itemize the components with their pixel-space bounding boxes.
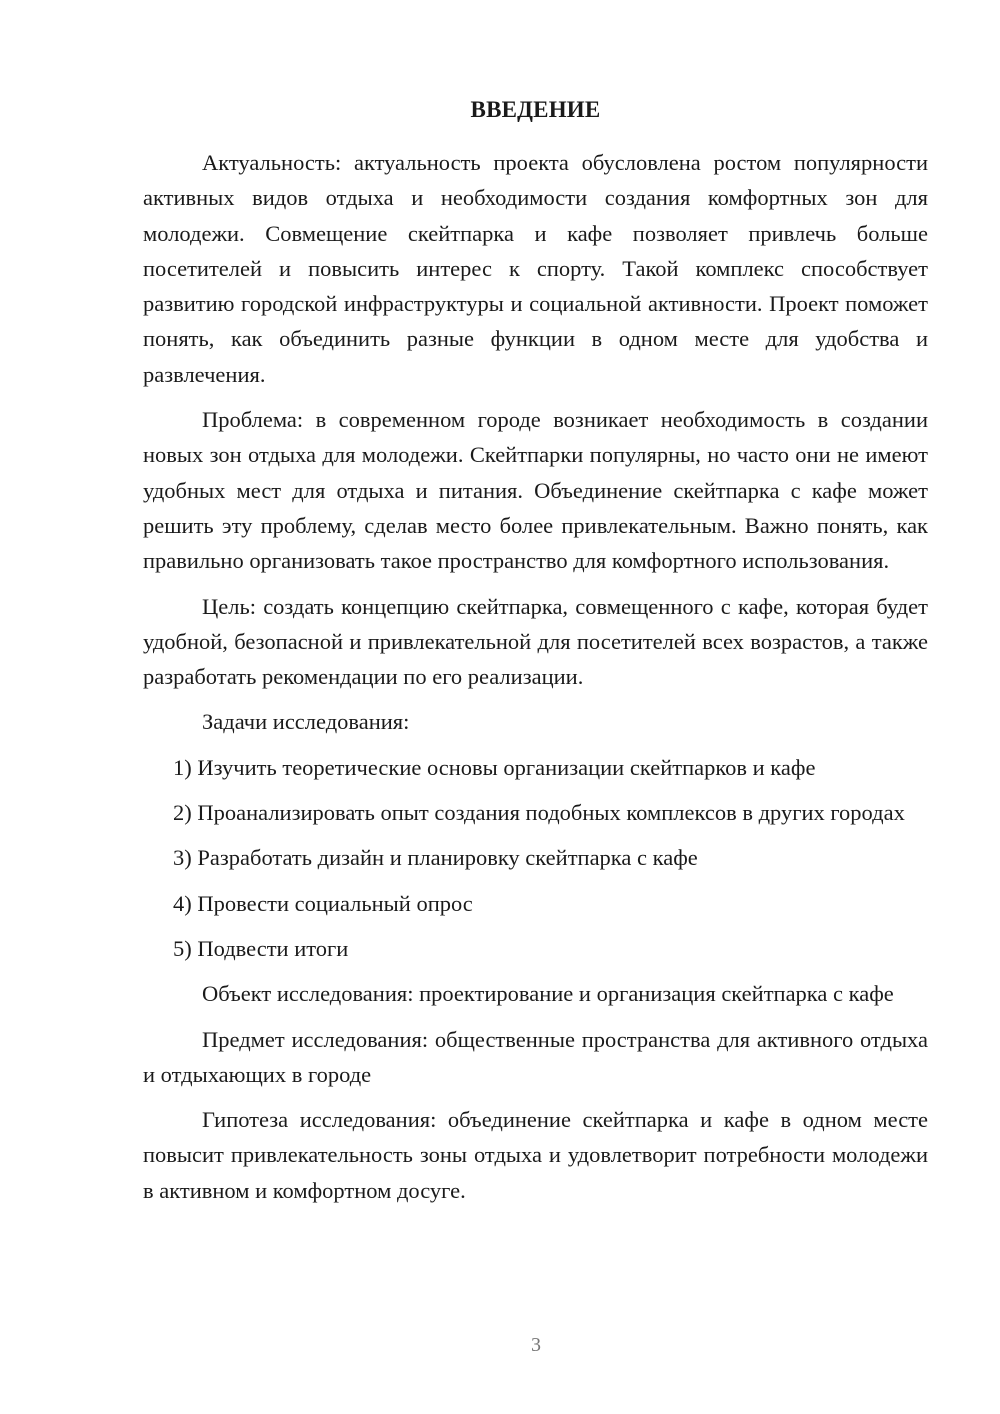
list-item: 1) Изучить теоретические основы организации скейтпарков и кафе — [173, 754, 816, 780]
paragraph-subject: Предмет исследования: общественные пространства для активного отдыха и отдыхающих в городе — [143, 1026, 928, 1087]
tasks-list — [143, 750, 928, 966]
page-number: 3 — [531, 1334, 541, 1356]
list-item: 5) Подвести итоги — [173, 935, 349, 961]
list-item: 2) Проанализировать опыт создания подобных комплексов в других городах — [173, 800, 905, 826]
paragraph-relevance: Актуальность: актуальность проекта обусловлена ростом популярности активных видов отдыха и необходимости создания комфортных зон для молодежи. Совмещение скейтпарка и кафе позволяет привлечь больше посетителей и повысить интерес к спорту. Такой комплекс способствует развитию городской инфраструктуры и социальной активности. Проект поможет понять, как объединить разные функции в одном месте для удобства и развлечения. — [143, 150, 928, 387]
list-item: 3) Разработать дизайн и планировку скейтпарка с кафе — [173, 845, 698, 871]
paragraph-tasks-heading: Задачи исследования: — [202, 709, 410, 735]
page-title: ВВЕДЕНИЕ — [470, 97, 601, 122]
paragraph-object: Объект исследования: проектирование и организация скейтпарка с кафе — [202, 981, 894, 1007]
paragraph-problem: Проблема: в современном городе возникает необходимость в создании новых зон отдыха для молодежи. Скейтпарки популярны, но часто они не имеют удобных мест для отдыха и питания. Объединение скейтпарка с кафе может решить эту проблему, сделав место более привлекательным. Важно понять, как правильно организовать такое пространство для комфортного использования. — [143, 407, 928, 574]
paragraph-goal: Цель: создать концепцию скейтпарка, совмещенного с кафе, которая будет удобной, безопасной и привлекательной для посетителей всех возрастов, а также разработать рекомендации по его реализации. — [143, 593, 928, 690]
paragraph-hypothesis: Гипотеза исследования: объединение скейтпарка и кафе в одном месте повысит привлекательность зоны отдыха и удовлетворит потребности молодежи в активном и комфортном досуге. — [143, 1107, 928, 1203]
document-page — [143, 92, 928, 1218]
list-item: 4) Провести социальный опрос — [173, 890, 473, 916]
